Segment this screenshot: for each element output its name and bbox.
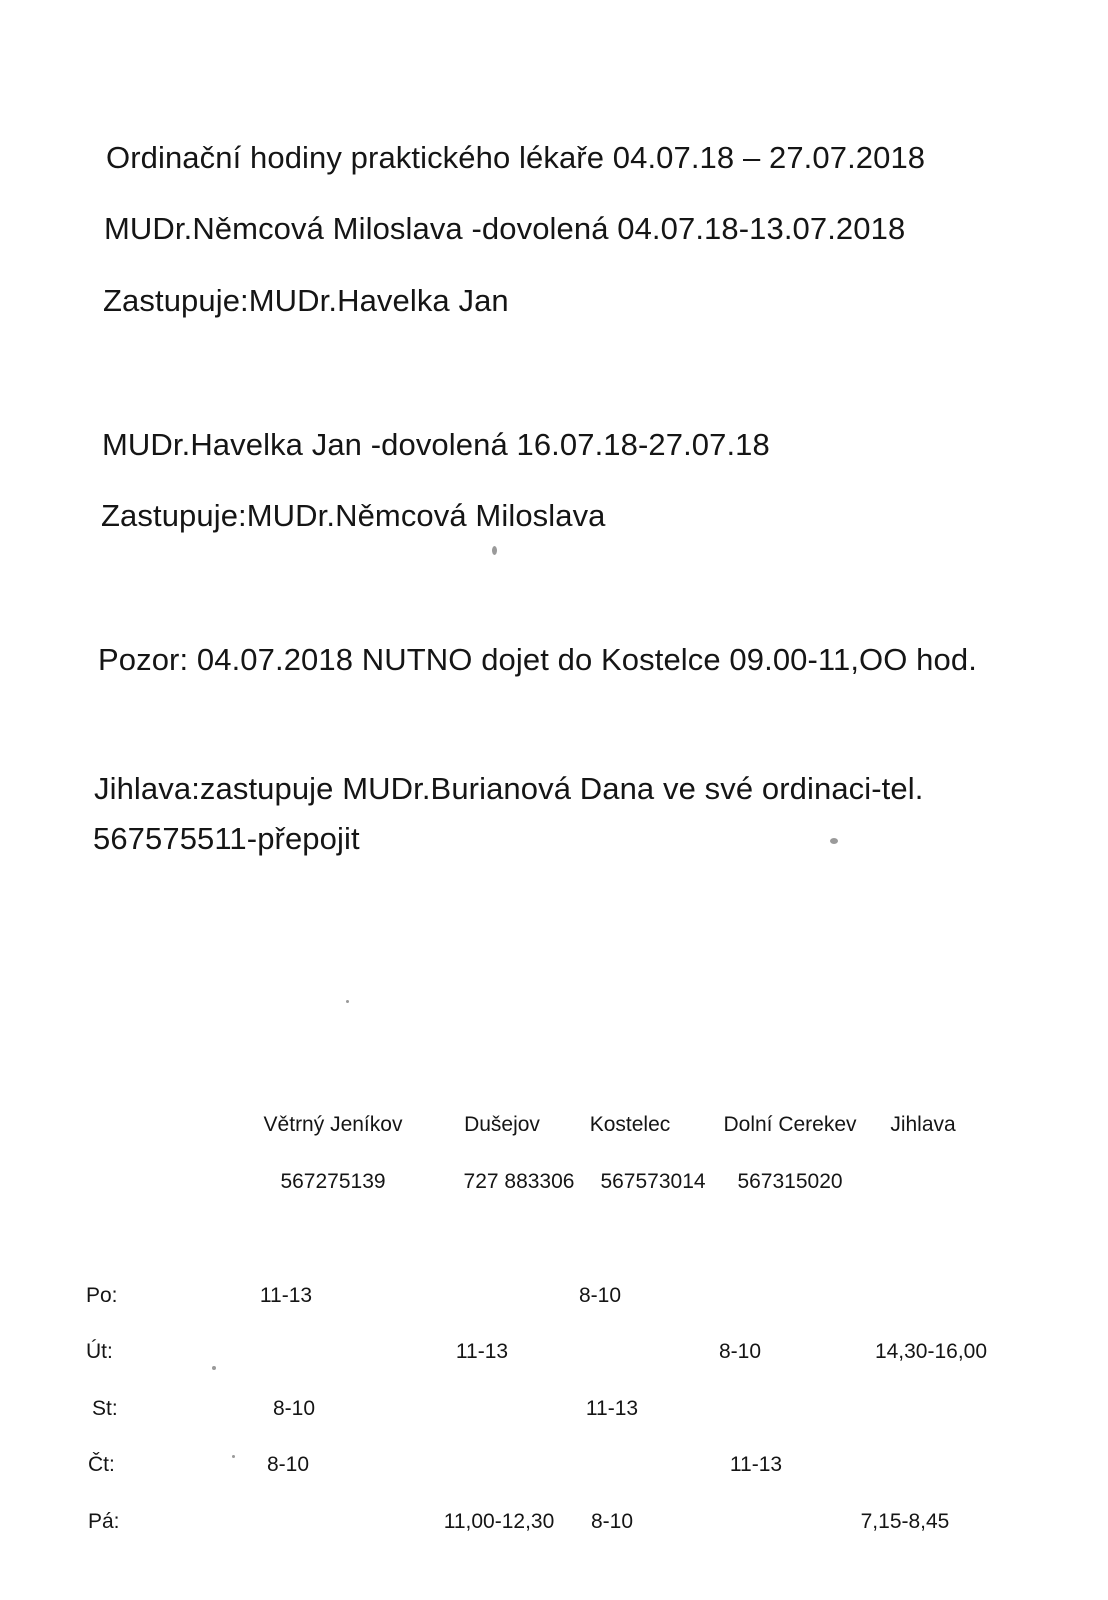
cell-friday-kostelec: 8-10 (590, 1510, 634, 1533)
warning-kostelec: Pozor: 04.07.2018 NUTNO dojet do Kostelce 09.00-11,OO hod. (98, 642, 977, 677)
cell-monday-vetrny-jenikov: 11-13 (259, 1284, 313, 1307)
cell-thursday-dolni-cerekev: 11-13 (729, 1453, 783, 1476)
jihlava-substitute-line2: 567575511-přepojit (93, 821, 360, 856)
phone-vetrny-jenikov: 567275139 (280, 1170, 386, 1193)
scan-speck (212, 1366, 216, 1370)
cell-wednesday-vetrny-jenikov: 8-10 (272, 1397, 316, 1420)
cell-tuesday-jihlava: 14,30-16,00 (874, 1340, 988, 1363)
phone-dusejov: 727 883306 (463, 1170, 575, 1193)
day-tuesday: Út: (86, 1340, 113, 1363)
location-kostelec: Kostelec (589, 1113, 671, 1136)
notice-title: Ordinační hodiny praktického lékaře 04.07.18 – 27.07.2018 (106, 140, 926, 175)
scan-speck (492, 546, 497, 555)
jihlava-substitute-line1: Jihlava:zastupuje MUDr.Burianová Dana ve své ordinaci-tel. (94, 771, 924, 806)
cell-wednesday-kostelec: 11-13 (585, 1397, 639, 1420)
substitute-havelka: Zastupuje:MUDr.Havelka Jan (103, 283, 509, 318)
phone-kostelec: 567573014 (600, 1170, 706, 1193)
day-monday: Po: (86, 1284, 118, 1307)
scan-speck (232, 1455, 235, 1458)
location-jihlava: Jihlava (890, 1113, 956, 1136)
scan-speck (346, 1000, 349, 1003)
vacation-havelka: MUDr.Havelka Jan -dovolená 16.07.18-27.07.18 (102, 427, 770, 462)
cell-monday-kostelec: 8-10 (578, 1284, 622, 1307)
day-friday: Pá: (88, 1510, 120, 1533)
substitute-nemcova: Zastupuje:MUDr.Němcová Miloslava (101, 498, 606, 533)
cell-thursday-vetrny-jenikov: 8-10 (266, 1453, 310, 1476)
cell-tuesday-dolni-cerekev: 8-10 (718, 1340, 762, 1363)
day-thursday: Čt: (88, 1453, 115, 1476)
location-dolni-cerekev: Dolní Cerekev (723, 1113, 857, 1136)
location-vetrny-jenikov: Větrný Jeníkov (263, 1113, 403, 1136)
cell-friday-dusejov: 11,00-12,30 (443, 1510, 555, 1533)
vacation-nemcova: MUDr.Němcová Miloslava -dovolená 04.07.18-13.07.2018 (104, 211, 906, 246)
phone-dolni-cerekev: 567315020 (737, 1170, 843, 1193)
day-wednesday: St: (92, 1397, 118, 1420)
location-dusejov: Dušejov (464, 1113, 540, 1136)
cell-friday-jihlava: 7,15-8,45 (860, 1510, 950, 1533)
cell-tuesday-dusejov: 11-13 (455, 1340, 509, 1363)
scan-speck (830, 838, 838, 844)
